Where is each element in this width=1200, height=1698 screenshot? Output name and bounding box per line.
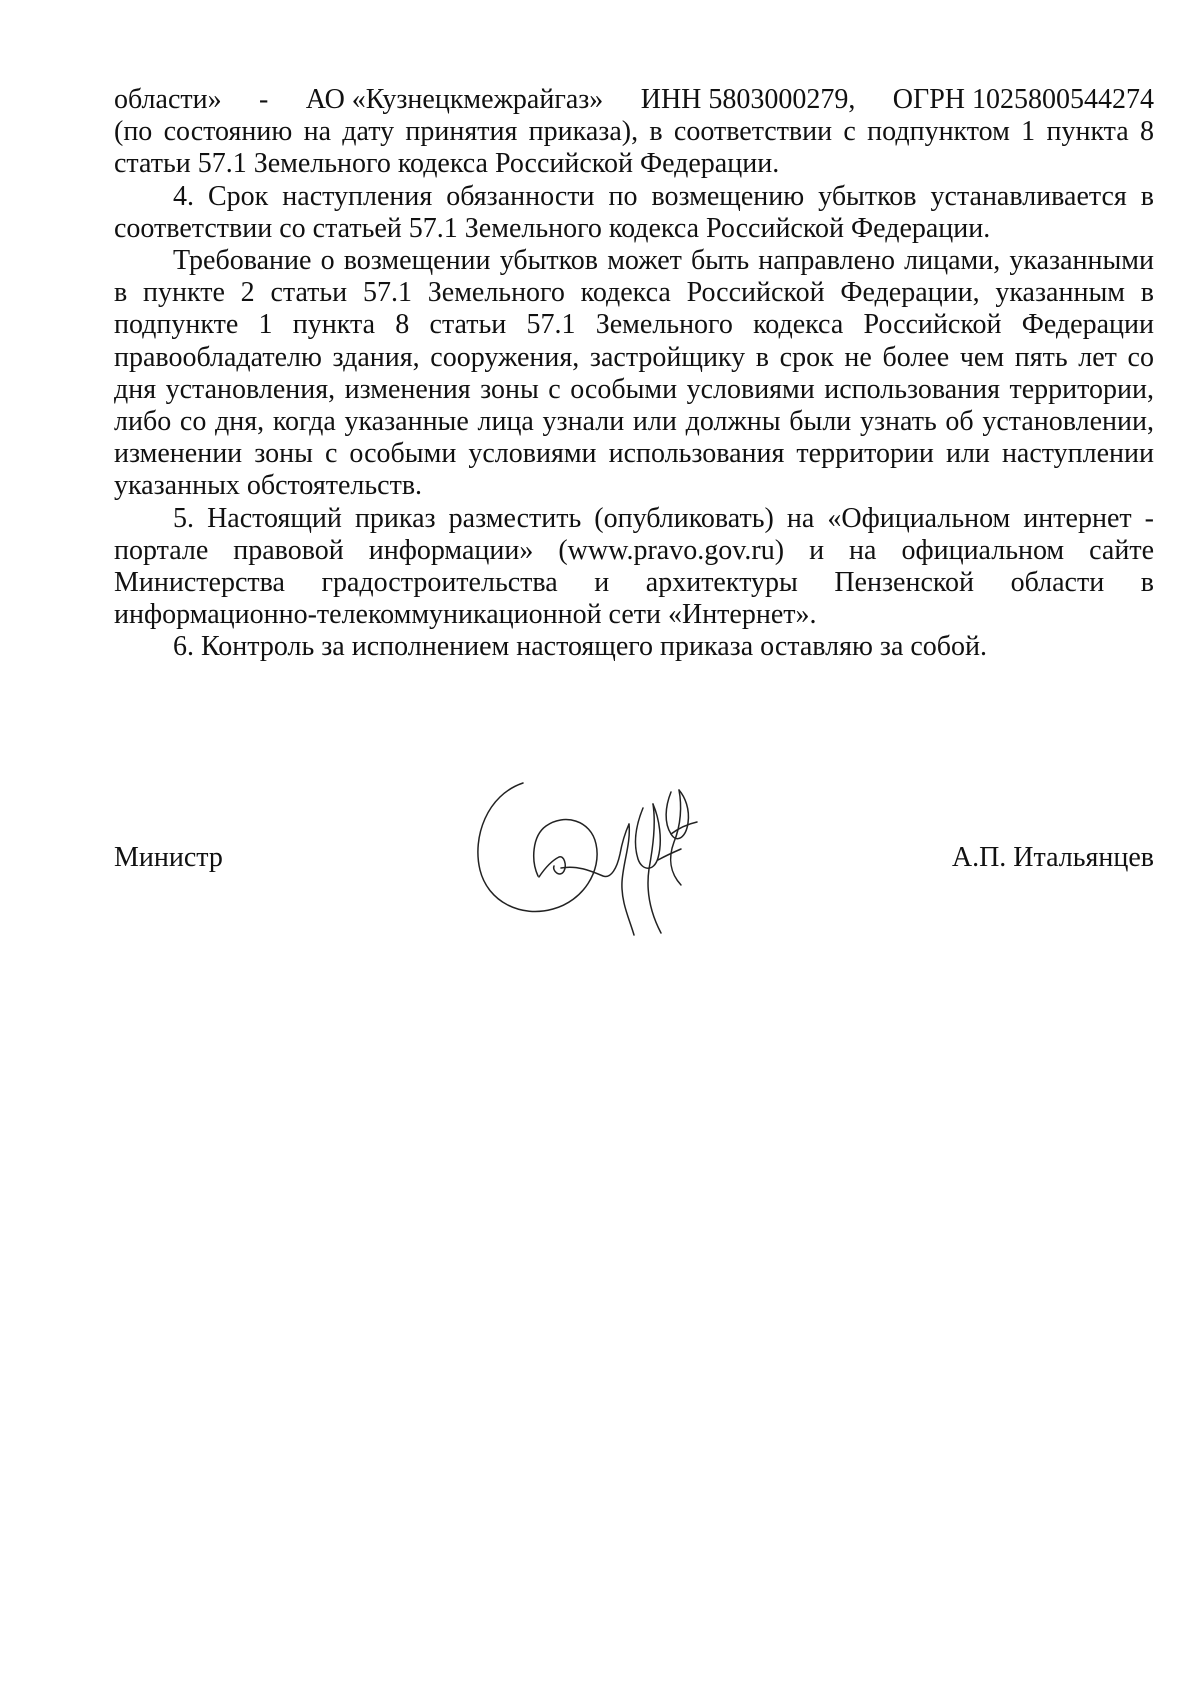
paragraph-4: 4. Срок наступления обязанности по возмещению убытков устанавливается в соответствии со статьей 57.1 Земельного кодекса Российской Федерации. xyxy=(114,180,1154,244)
organization-line xyxy=(114,84,1154,116)
organization-name: АО «Кузнецкмежрайгаз» xyxy=(305,84,604,115)
handwritten-signature xyxy=(460,770,730,945)
document-body xyxy=(114,84,1154,664)
paragraph-6: 6. Контроль за исполнением настоящего приказа оставляю за собой. xyxy=(173,631,988,663)
dash-separator: - xyxy=(259,84,269,115)
organization-continuation: (по состоянию на дату принятия приказа), в соответствии с подпунктом 1 пункта 8 статьи 57.1 Земельного кодекса Российской Федерации. xyxy=(114,116,1154,180)
signer-name: А.П. Итальянцев xyxy=(951,842,1154,873)
signer-position: Министр xyxy=(114,842,223,873)
paragraph-5: 5. Настоящий приказ разместить (опубликовать) на «Официальном интернет - портале правовой информации» (www.pravo.gov.ru) и на официальном сайте Министерства градостроительства и архитектуры Пензенской области в информационно-телекоммуникационной сети «Интернет». xyxy=(114,502,1154,631)
paragraph-organization xyxy=(114,84,1154,181)
inn-number: ИНН 5803000279, xyxy=(640,84,856,115)
region-fragment: области» xyxy=(114,84,222,115)
ogrn-number: ОГРН 1025800544274 xyxy=(892,84,1154,115)
paragraph-requirement: Требование о возмещении убытков может быть направлено лицами, указанными в пункте 2 статьи 57.1 Земельного кодекса Российской Федерации, указанным в подпункте 1 пункта 8 статьи 57.1 Земельного кодекса Российской Федерации правообладателю здания, сооружения, застройщику в срок не более чем пять лет со дня установления, изменения зоны с особыми условиями использования территории, либо со дня, когда указанные лица узнали или должны были узнать об установлении, изменении зоны с особыми условиями использования территории или наступлении указанных обстоятельств. xyxy=(114,245,1154,502)
